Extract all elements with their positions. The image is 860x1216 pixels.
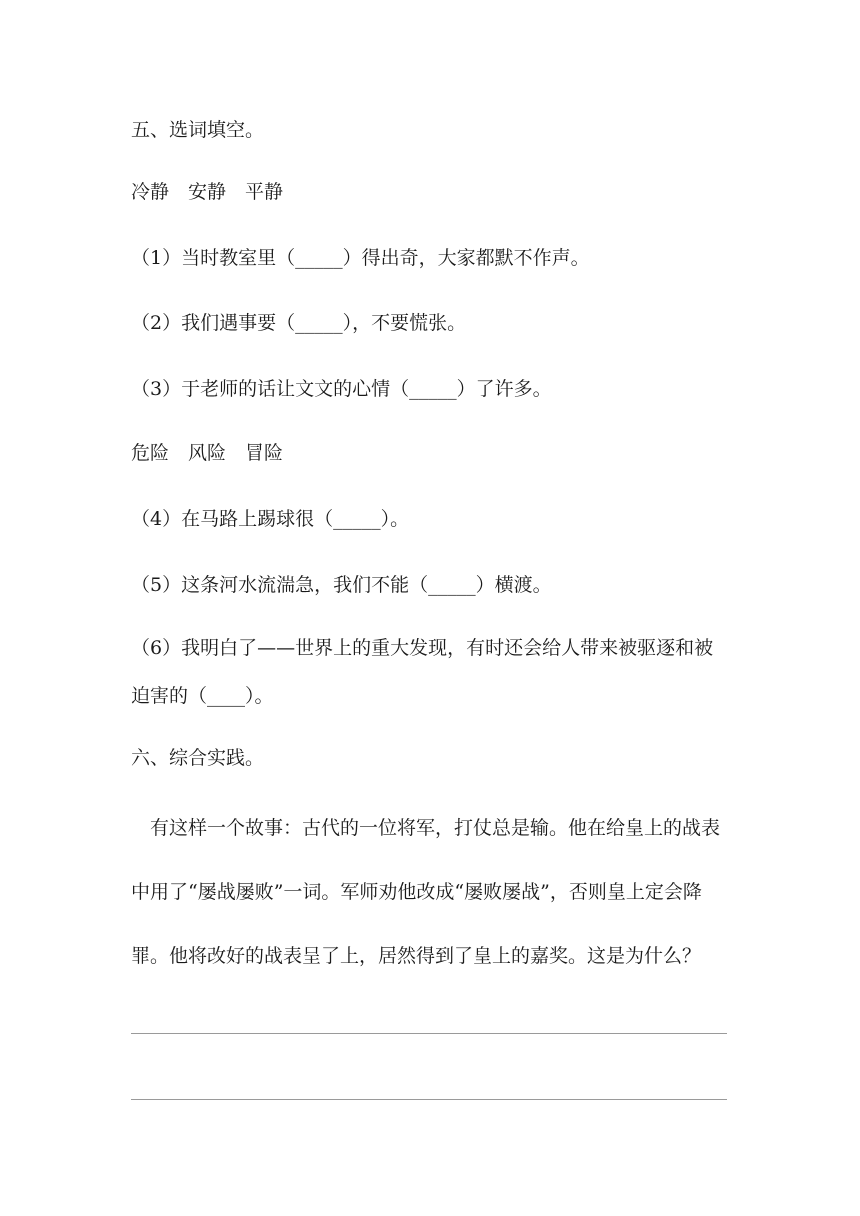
practice-passage: 有这样一个故事：古代的一位将军，打仗总是输。他在给皇上的战表中用了“屡战屡败”一词。军师劝他改成“屡败屡战”，否则皇上定会降罪。他将改好的战表呈了上，居然得到了皇上的嘉奖。这是为什么？ xyxy=(131,817,721,967)
question-5: （5）这条河水流湍急，我们不能（_____）横渡。 xyxy=(131,574,552,596)
word-group-2: 危险 风险 冒险 xyxy=(131,442,284,464)
answer-line-2[interactable] xyxy=(131,1099,727,1100)
section5-heading: 五、选词填空。 xyxy=(131,119,265,141)
word-group-1: 冷静 安静 平静 xyxy=(131,181,284,203)
question-2: （2）我们遇事要（_____），不要慌张。 xyxy=(131,312,467,334)
question-1: （1）当时教室里（_____）得出奇，大家都默不作声。 xyxy=(131,247,590,269)
question-4: （4）在马路上踢球很（_____）。 xyxy=(131,508,410,530)
section6-heading: 六、综合实践。 xyxy=(131,747,265,769)
question-3: （3）于老师的话让文文的心情（_____）了许多。 xyxy=(131,378,552,400)
question-6: （6）我明白了——世界上的重大发现，有时还会给人带来被驱逐和被迫害的（____）。 xyxy=(131,637,714,707)
answer-line-1[interactable] xyxy=(131,1033,727,1034)
